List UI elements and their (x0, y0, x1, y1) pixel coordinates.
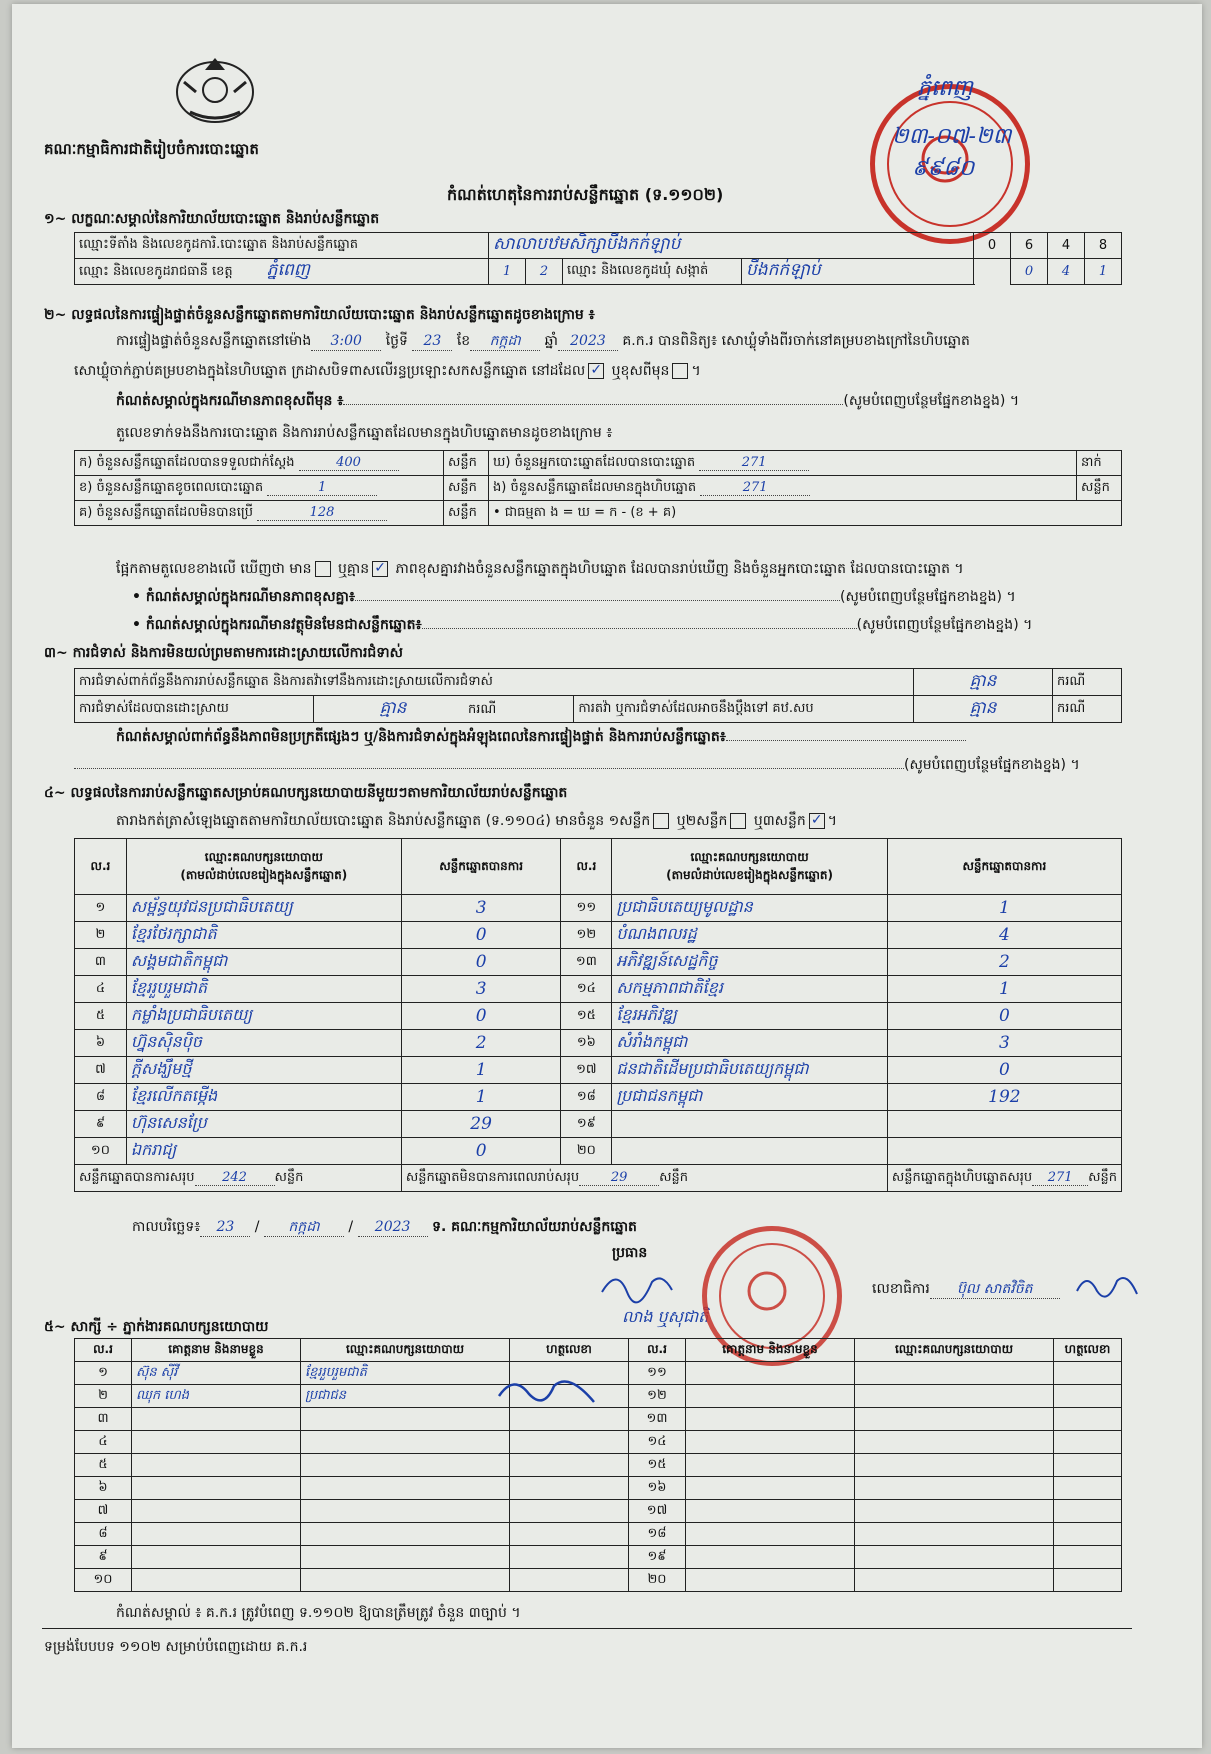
party-name: ប្រជាជនកម្ពុជា (612, 1084, 888, 1111)
witness-no: ៨ (75, 1523, 132, 1546)
witness-no: ៤ (75, 1431, 132, 1454)
resolved-label: ការជំទាស់ដែលបានដោះស្រាយ (75, 696, 314, 723)
witness-name (686, 1385, 855, 1408)
witness-no: ៩ (75, 1546, 132, 1569)
secretary-signature (1072, 1266, 1142, 1306)
witness-no: ១៤ (629, 1431, 686, 1454)
party-votes: 2 (401, 1030, 561, 1057)
footer-divider (42, 1628, 1132, 1629)
party-votes (887, 1138, 1121, 1165)
sign-day: 23 (200, 1218, 250, 1237)
case-label: ករណី (1053, 669, 1122, 696)
witness-party: ខ្មែររួបរួមជាតិ (301, 1362, 510, 1385)
figure-unit: សន្លឹក (444, 451, 489, 476)
witness-sign (1054, 1431, 1122, 1454)
party-no: ២០ (561, 1138, 612, 1165)
witness-sign (1054, 1523, 1122, 1546)
total-invalid: 29 (579, 1170, 659, 1186)
table-row (75, 1500, 1122, 1523)
party-name (612, 1111, 888, 1138)
commune-code-1: 0 (1011, 259, 1048, 285)
party-votes: 4 (887, 922, 1121, 949)
commune-code-3: 1 (1085, 259, 1122, 285)
difference-line: ផ្អែកតាមតួលេខខាងលើ ឃើញថា មាន ឬគ្មាន✓ ភាពខុសគ្នារវាងចំនួនសន្លឹកឆ្នោតក្នុងហិបឆ្នោត ដែលបានរាប់ឃើញ និងចំនួនអ្នកបោះឆ្នោត ដែលបានបោះឆ្នោត ។ (116, 560, 964, 578)
location-code-3: 4 (1048, 233, 1085, 259)
witness-no: ១៧ (629, 1500, 686, 1523)
col-no: ល.រ (561, 839, 612, 895)
witness-no: ១ (75, 1362, 132, 1385)
party-no: ១០ (75, 1138, 127, 1165)
col-party: ឈ្មោះគណបក្សនយោបាយ (តាមលំដាប់លេខរៀងក្នុងសន្លឹកឆ្នោត) (126, 839, 401, 895)
witness-party (855, 1500, 1054, 1523)
witness-sign (510, 1523, 629, 1546)
verify-time: 3:00 (311, 332, 381, 351)
table-row (75, 949, 1122, 976)
party-no: ១ (75, 895, 127, 922)
figures-row (75, 451, 1122, 476)
witness-name (686, 1477, 855, 1500)
figure-label-right: ង) ចំនួនសន្លឹកឆ្នោតដែលមានក្នុងហិបឆ្នោត 271 (489, 476, 1077, 501)
party-votes: 1 (401, 1057, 561, 1084)
party-no: ១៦ (561, 1030, 612, 1057)
party-votes: 0 (401, 1003, 561, 1030)
party-votes: 1 (887, 895, 1121, 922)
witness-name (686, 1408, 855, 1431)
witness-party (301, 1454, 510, 1477)
party-votes: 0 (401, 949, 561, 976)
witness-party (855, 1408, 1054, 1431)
witness-party (301, 1523, 510, 1546)
table-row (75, 1111, 1122, 1138)
diff-note-line: កំណត់សម្គាល់ក្នុងករណីមានភាពខុសពីមុន ៖ (សូមបំពេញបន្ថែមផ្នែកខាងខ្នង) ។ (116, 393, 1020, 409)
figure-label-right: ឃ) ចំនួនអ្នកបោះឆ្នោតដែលបានបោះឆ្នោត 271 (489, 451, 1077, 476)
witness-name (686, 1431, 855, 1454)
witness-party (855, 1362, 1054, 1385)
stamp-note-city: ភ្នំពេញ (917, 76, 973, 101)
party-no: ៥ (75, 1003, 127, 1030)
case-label: ករណី (1053, 696, 1122, 723)
figure-voters: 271 (699, 455, 809, 471)
difference-no-checkbox[interactable] (372, 561, 388, 577)
province-label: ឈ្មោះ និងលេខកូដរាជធានី ខេត្ត ភ្នំពេញ (75, 259, 489, 285)
party-no: ១៤ (561, 976, 612, 1003)
witness-no: ៧ (75, 1500, 132, 1523)
party-no: ៤ (75, 976, 127, 1003)
table-row (75, 1523, 1122, 1546)
party-name: កម្លាំងប្រជាធិបតេយ្យ (126, 1003, 401, 1030)
figure-spoiled: 1 (267, 480, 377, 496)
table-row (75, 1084, 1122, 1111)
party-no: ៣ (75, 949, 127, 976)
location-code-4: 8 (1085, 233, 1122, 259)
province-code-1: 1 (489, 259, 526, 285)
w-col-no: ល.រ (75, 1339, 132, 1362)
secretary-line: លេខាធិការ ប៊ុល សាតវិចិត (872, 1280, 1060, 1299)
total-invalid-cell: សន្លឹកឆ្នោតមិនបានការពេលរាប់សរុប 29 សន្លឹក (401, 1165, 887, 1192)
col-party: ឈ្មោះគណបក្សនយោបាយ (តាមលំដាប់លេខរៀងក្នុងសន្លឹកឆ្នោត) (612, 839, 888, 895)
total-valid: 242 (195, 1170, 275, 1186)
witness-no: ២០ (629, 1569, 686, 1592)
party-name: ខ្មែរលើកតម្កើង (126, 1084, 401, 1111)
party-name: បំណងពលរដ្ឋ (612, 922, 888, 949)
figure-unit: សន្លឹក (444, 501, 489, 526)
witness-party (301, 1431, 510, 1454)
party-no: ១៥ (561, 1003, 612, 1030)
verify-month: កក្កដា (470, 332, 540, 351)
witness-sign (1054, 1500, 1122, 1523)
figures-intro: តួលេខទាក់ទងនឹងការបោះឆ្នោត និងការរាប់សន្លឹកឆ្នោតដែលមានក្នុងហិបឆ្នោតមានដូចខាងក្រោម ៖ (116, 425, 613, 441)
total-box: 271 (1032, 1170, 1088, 1186)
figure-label: គ) ចំនួនសន្លឹកឆ្នោតដែលមិនបានប្រើ 128 (75, 501, 444, 526)
witness-signature (494, 1366, 604, 1422)
commune-code-2: 4 (1048, 259, 1085, 285)
province-code-2: 2 (526, 259, 563, 285)
party-votes: 0 (401, 922, 561, 949)
party-votes: 3 (401, 976, 561, 1003)
commune-value: បឹងកក់ឡាប់ (742, 259, 974, 285)
figure-label: ខ) ចំនួនសន្លឹកឆ្នោតខូចពេលបោះឆ្នោត 1 (75, 476, 444, 501)
chair-signature (592, 1262, 682, 1312)
objection-label: ការជំទាស់ពាក់ព័ន្ធនឹងការរាប់សន្លឹកឆ្នោត និងការតវ៉ាទៅនឹងការដោះស្រាយលើការជំទាស់ (75, 669, 914, 696)
location-label: ឈ្មោះទីតាំង និងលេខកូដការិ.បោះឆ្នោត និងរាប់សន្លឹកឆ្នោត (75, 233, 489, 259)
witness-no: ១៨ (629, 1523, 686, 1546)
objection-value: គ្មាន (914, 669, 1053, 696)
party-votes: 0 (887, 1003, 1121, 1030)
table-row (75, 976, 1122, 1003)
witness-party (301, 1477, 510, 1500)
party-votes: 1 (887, 976, 1121, 1003)
objection-table (74, 668, 1122, 723)
witness-party (855, 1385, 1054, 1408)
party-votes: 3 (887, 1030, 1121, 1057)
figures-row (75, 476, 1122, 501)
location-code-2: 6 (1011, 233, 1048, 259)
witness-no: ២ (75, 1385, 132, 1408)
figure-label: ក) ចំនួនសន្លឹកឆ្នោតដែលបានទទួលជាក់ស្តែង 400 (75, 451, 444, 476)
appeal-label: ការតវ៉ា ឬការជំទាស់ដែលអាចនឹងប្តឹងទៅ គឋ.សប (574, 696, 914, 723)
location-code-1: 0 (974, 233, 1011, 259)
witness-sign (510, 1569, 629, 1592)
irregularity-fill: (សូមបំពេញបន្ថែមផ្នែកខាងខ្នង) ។ (74, 756, 1080, 774)
w-col-sign: ហត្ថលេខា (510, 1339, 629, 1362)
figure-unit: សន្លឹក (444, 476, 489, 501)
party-name: ហ៊ុនសេនប្រែ (126, 1111, 401, 1138)
total-valid-cell: សន្លឹកឆ្នោតបានការសរុប 242 សន្លឹក (75, 1165, 402, 1192)
col-no: ល.រ (75, 839, 127, 895)
witness-sign (510, 1477, 629, 1500)
table-row (75, 1454, 1122, 1477)
resolved-value: គ្មាន (379, 697, 407, 718)
party-name: ខ្មែររួបរួមជាតិ (126, 976, 401, 1003)
witness-sign (1054, 1385, 1122, 1408)
witness-name (132, 1431, 301, 1454)
witness-party (855, 1546, 1054, 1569)
witness-name (686, 1569, 855, 1592)
party-no: ១៩ (561, 1111, 612, 1138)
party-no: ១១ (561, 895, 612, 922)
witness-sign (510, 1546, 629, 1569)
party-no: ២ (75, 922, 127, 949)
witness-no: ១០ (75, 1569, 132, 1592)
object-note: • កំណត់សម្គាល់ក្នុងករណីមានវត្ថុមិនមែនជាសន្លឹកឆ្នោត៖ (សូមបំពេញបន្ថែមផ្នែកខាងខ្នង) ។ (132, 617, 1033, 633)
resolved-cell: គ្មាន ករណី (314, 696, 574, 723)
party-no: ៨ (75, 1084, 127, 1111)
section-4-heading: ៤~ លទ្ធផលនៃការរាប់សន្លឹកឆ្នោតសម្រាប់គណបក្សនយោបាយនីមួយៗតាមការិយាល័យរាប់សន្លឹកឆ្នោត (44, 785, 568, 801)
signing-date: កាលបរិច្ឆេទ៖ 23 / កក្កដា / 2023 ទ. គណៈកម្មការិយាល័យរាប់សន្លឹកឆ្នោត (132, 1219, 637, 1235)
party-no: ១៣ (561, 949, 612, 976)
w-col-party: ឈ្មោះគណបក្សនយោបាយ (301, 1339, 510, 1362)
witness-name (132, 1454, 301, 1477)
witness-no: ៦ (75, 1477, 132, 1500)
witness-party (855, 1523, 1054, 1546)
witness-no: ១៣ (629, 1408, 686, 1431)
w-col-no: ល.រ (629, 1339, 686, 1362)
chair-name: លាង ឬសុជាតិ (622, 1307, 709, 1326)
witness-party (855, 1477, 1054, 1500)
w-col-party: ឈ្មោះគណបក្សនយោបាយ (855, 1339, 1054, 1362)
seal-check-line: សោឃ្លុំចាក់ភ្ជាប់គម្របខាងក្នុងនៃហិបឆ្នោត ក្រដាសបិទពាសលើរន្ធប្រឡោះសកសន្លឹកឆ្នោត នៅដដែល✓ ឬខុសពីមុន ។ (74, 362, 701, 380)
witness-sign (1054, 1362, 1122, 1385)
party-name: ខ្មែរថែរក្សាជាតិ (126, 922, 401, 949)
section-1-heading: ១~ លក្ខណៈសម្គាល់នៃការិយាល័យបោះឆ្នោត និងរាប់សន្លឹកឆ្នោត (44, 211, 380, 227)
figures-row (75, 501, 1122, 526)
party-no: ១៧ (561, 1057, 612, 1084)
verify-day: 23 (412, 332, 452, 351)
location-table (74, 232, 1122, 285)
irregularity-note: កំណត់សម្គាល់ពាក់ព័ន្ធនឹងភាពមិនប្រក្រតីផ្សេងៗ ឬ/និងការជំទាស់ក្នុងអំឡុងពេលនៃការផ្ទៀងផ្ទាត់ និងការរាប់សន្លឹកឆ្នោត៖ (116, 728, 966, 746)
witness-name (132, 1569, 301, 1592)
stamp-note-code: ៩៩៨០ (912, 156, 975, 181)
witness-no: ១១ (629, 1362, 686, 1385)
witness-sign (1054, 1408, 1122, 1431)
figure-in-box: 271 (700, 480, 810, 496)
footer-note: កំណត់សម្គាល់ ៖ គ.ក.រ ត្រូវបំពេញ ទ.១១០២ ឱ្យបានត្រឹមត្រូវ ចំនួន ៣ច្បាប់ ។ (116, 1605, 521, 1621)
party-name: សកម្មភាពជាតិខ្មែរ (612, 976, 888, 1003)
table-row (75, 1477, 1122, 1500)
witness-no: ១២ (629, 1385, 686, 1408)
table-row (75, 1431, 1122, 1454)
party-name: ជនជាតិដើមប្រជាធិបតេយ្យកម្ពុជា (612, 1057, 888, 1084)
witness-sign (510, 1454, 629, 1477)
witness-name (686, 1362, 855, 1385)
witness-no: ១៥ (629, 1454, 686, 1477)
party-votes: 1 (401, 1084, 561, 1111)
section-2-heading: ២~ លទ្ធផលនៃការផ្ទៀងផ្ទាត់ចំនួនសន្លឹកឆ្នោតតាមការិយាល័យបោះឆ្នោត និងរាប់សន្លឹកឆ្នោតដូចខាងក្រោម ៖ (44, 307, 595, 323)
party-no: ៧ (75, 1057, 127, 1084)
location-value: សាលាបឋមសិក្សាបឹងកក់ឡាប់ (489, 233, 974, 259)
party-name: អភិវឌ្ឍន៍សេដ្ឋកិច្ច (612, 949, 888, 976)
party-no: ៦ (75, 1030, 127, 1057)
witness-sign (1054, 1477, 1122, 1500)
table-row (75, 1057, 1122, 1084)
witness-sign (510, 1500, 629, 1523)
party-votes: 29 (401, 1111, 561, 1138)
results-table (74, 838, 1122, 1192)
seal-unchanged-checkbox[interactable] (588, 363, 604, 379)
witness-party (301, 1546, 510, 1569)
figure-received: 400 (299, 455, 399, 471)
party-name: ឯករាជ្យ (126, 1138, 401, 1165)
witness-party (855, 1431, 1054, 1454)
party-votes: 0 (401, 1138, 561, 1165)
witness-party (301, 1408, 510, 1431)
witness-name (132, 1477, 301, 1500)
secretary-name: ប៊ុល សាតវិចិត (930, 1280, 1060, 1299)
figure-unit-right: នាក់ (1077, 451, 1122, 476)
witness-sign (1054, 1569, 1122, 1592)
party-no: ១៨ (561, 1084, 612, 1111)
witness-no: ៣ (75, 1408, 132, 1431)
party-name (612, 1138, 888, 1165)
col-votes: សន្លឹកឆ្នោតបានការ (401, 839, 561, 895)
sign-month: កក្កដា (264, 1218, 344, 1237)
party-name: សំរាំងកម្ពុជា (612, 1030, 888, 1057)
figures-table (74, 450, 1122, 526)
chair-label: ប្រធាន (612, 1245, 648, 1261)
verification-line: ការផ្ទៀងផ្ទាត់ចំនួនសន្លឹកឆ្នោតនៅម៉ោង 3:00 ថ្ងៃទី 23 ខែ កក្កដា ឆ្នាំ 2023 គ.ក.រ បានពិនិត្យ៖ សោឃ្លុំទាំងពីរចាក់នៅគម្របខាងក្រៅនៃហិបឆ្នោត (116, 333, 970, 349)
witness-name (686, 1500, 855, 1523)
witness-party: ប្រជាជន (301, 1385, 510, 1408)
committee-name: គណៈកម្មាធិការជាតិរៀបចំការបោះឆ្នោត (44, 140, 259, 158)
stamp-note-date: ២៣-០៧-២៣ (892, 124, 1012, 149)
witness-name: ឈុក ហេង (132, 1385, 301, 1408)
total-box-cell: សន្លឹកឆ្នោតក្នុងហិបឆ្នោតសរុប 271 សន្លឹក (887, 1165, 1121, 1192)
witness-party (301, 1569, 510, 1592)
form-title: កំណត់ហេតុនៃការរាប់សន្លឹកឆ្នោត (ទ.១១០២) (447, 185, 724, 204)
verify-year: 2023 (558, 332, 618, 351)
witness-no: ១៩ (629, 1546, 686, 1569)
form-note: ទម្រង់បែបបទ ១១០២ សម្រាប់បំពេញដោយ គ.ក.រ (44, 1639, 308, 1655)
table-row (75, 1138, 1122, 1165)
party-name: សម្ព័ន្ធយុវជនប្រជាធិបតេយ្យ (126, 895, 401, 922)
province-value: ភ្នំពេញ (266, 260, 310, 280)
one-sheet-checkbox[interactable] (653, 813, 669, 829)
witness-name (132, 1546, 301, 1569)
section-5-heading: ៥~ សាក្សី ÷ ភ្នាក់ងារគណបក្សនយោបាយ (44, 1319, 269, 1335)
party-votes: 2 (887, 949, 1121, 976)
document-page (12, 4, 1202, 1748)
table-row (75, 1546, 1122, 1569)
commune-label: ឈ្មោះ និងលេខកូដឃុំ សង្កាត់ (563, 259, 742, 285)
witness-sign (510, 1431, 629, 1454)
three-sheets-checkbox[interactable] (809, 813, 825, 829)
party-name: ប្រជាធិបតេយ្យមូលដ្ឋាន (612, 895, 888, 922)
party-name: សង្គមជាតិកម្ពុជា (126, 949, 401, 976)
witness-name (132, 1523, 301, 1546)
party-votes: 0 (887, 1057, 1121, 1084)
figure-unit-right: សន្លឹក (1077, 476, 1122, 501)
table-row (75, 1003, 1122, 1030)
party-votes: 192 (887, 1084, 1121, 1111)
witness-no: ១៦ (629, 1477, 686, 1500)
witness-name (686, 1523, 855, 1546)
party-no: ៩ (75, 1111, 127, 1138)
difference-yes-checkbox[interactable] (315, 561, 331, 577)
witness-no: ៥ (75, 1454, 132, 1477)
w-col-sign: ហត្ថលេខា (1054, 1339, 1122, 1362)
sheets-line: តារាងកត់ត្រាសំឡេងឆ្នោតតាមការិយាល័យបោះឆ្នោត និងរាប់សន្លឹកឆ្នោត (ទ.១១០៤) មានចំនួន ១សន្លឹក ឬ២សន្លឹក ឬ៣សន្លឹក✓ ។ (116, 812, 837, 830)
party-votes (887, 1111, 1121, 1138)
table-row (75, 1569, 1122, 1592)
table-row (75, 895, 1122, 922)
table-row (75, 922, 1122, 949)
witness-name (686, 1454, 855, 1477)
witness-name (686, 1546, 855, 1569)
seal-changed-checkbox[interactable] (672, 363, 688, 379)
figure-formula: • ជាធម្មតា ង = ឃ = ក - (ខ + គ) (489, 501, 1122, 526)
party-name: ក្ដីសង្ឃឹមថ្មី (126, 1057, 401, 1084)
witness-party (855, 1454, 1054, 1477)
party-votes: 3 (401, 895, 561, 922)
table-row (75, 1030, 1122, 1057)
party-no: ១២ (561, 922, 612, 949)
w-col-name: គោត្តនាម និងនាមខ្លួន (686, 1339, 855, 1362)
appeal-value: គ្មាន (914, 696, 1053, 723)
witness-party (301, 1500, 510, 1523)
sign-year: 2023 (358, 1218, 428, 1237)
section-3-heading: ៣~ ការជំទាស់ និងការមិនយល់ព្រមតាមការដោះស្រាយលើការជំទាស់ (44, 645, 403, 661)
witness-sign (1054, 1546, 1122, 1569)
witness-name (132, 1500, 301, 1523)
col-votes: សន្លឹកឆ្នោតបានការ (887, 839, 1121, 895)
witness-party (855, 1569, 1054, 1592)
witness-name: ស៊ុន ស៊ីវី (132, 1362, 301, 1385)
witness-sign (1054, 1454, 1122, 1477)
party-name: ខ្មែរអភិវឌ្ឍ (612, 1003, 888, 1030)
party-name: ហ្វ៊ុនស៊ិនប៉ិច (126, 1030, 401, 1057)
figure-unused: 128 (257, 505, 387, 521)
emblem-icon (170, 52, 260, 130)
w-col-name: គោត្តនាម និងនាមខ្លួន (132, 1339, 301, 1362)
difference-note: • កំណត់សម្គាល់ក្នុងករណីមានភាពខុសគ្នា៖ (សូមបំពេញបន្ថែមផ្នែកខាងខ្នង) ។ (132, 589, 1016, 605)
two-sheets-checkbox[interactable] (730, 813, 746, 829)
witness-name (132, 1408, 301, 1431)
